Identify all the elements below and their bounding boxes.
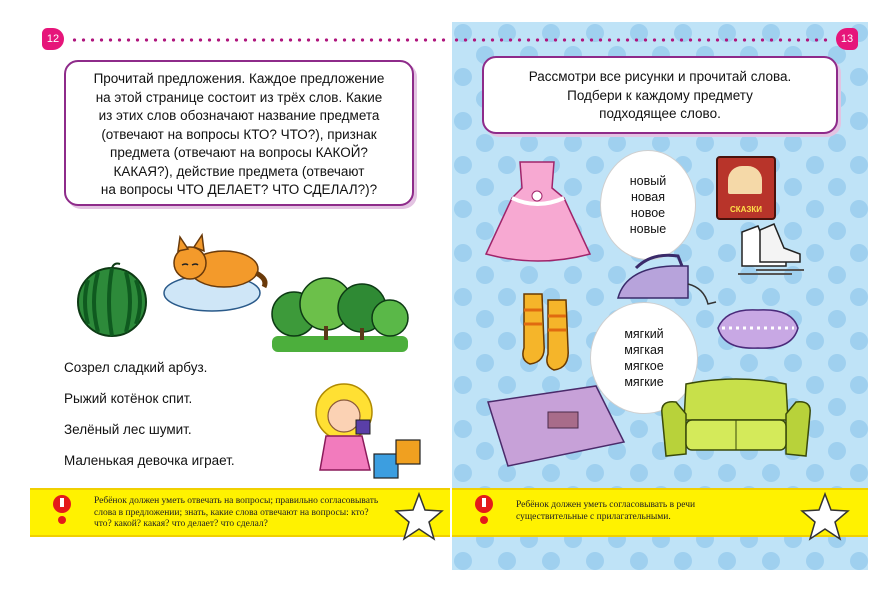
cat-on-pillow-illustration: [160, 227, 272, 319]
dotted-divider: [452, 38, 832, 42]
exclamation-icon: [472, 494, 496, 526]
task-line: из этих слов обозначают название предмета: [98, 108, 380, 123]
parent-note-left: [30, 488, 450, 537]
task-line: Подбери к каждому предмету: [567, 87, 753, 103]
word-option: новое: [630, 206, 666, 220]
task-line: (отвечают на вопросы КТО? ЧТО?), признак: [101, 126, 377, 142]
dotted-divider: [70, 38, 450, 42]
word-option: новые: [629, 222, 667, 236]
sofa-illustration: [656, 374, 816, 470]
note-line: Ребёнок должен уметь отвечать на вопросы; правильно согласовывать: [94, 496, 379, 506]
task-line: предмета (отвечают на вопросы КАКОЙ?: [110, 145, 368, 160]
star-icon: [394, 492, 444, 542]
parent-note-text-right: [516, 500, 695, 523]
socks-illustration: [518, 290, 582, 372]
task-line: Прочитай предложения. Каждое предложение: [93, 71, 385, 86]
task-line: Рассмотри все рисунки и прочитай слова.: [528, 69, 792, 84]
fairy-tale-book-illustration: [716, 156, 776, 220]
ice-skates-illustration: [734, 222, 808, 280]
note-line: слова в предложении; знать, какие слова отвечают на вопросы: кто?: [94, 507, 369, 518]
page-number-left: 12: [42, 28, 64, 50]
word-option: мягкая: [624, 343, 664, 357]
sentence: Маленькая девочка играет.: [64, 453, 235, 468]
task-line: КАКАЯ?), действие предмета (отвечают: [113, 163, 365, 179]
left-page: [30, 22, 450, 570]
watermelon-illustration: [74, 262, 152, 338]
task-box-left: [64, 60, 414, 206]
task-box-right: [482, 56, 838, 134]
note-line: что? какой? какая? что делает? что сделал?: [94, 519, 268, 529]
task-line: на этой странице состоит из трёх слов. Какие: [95, 89, 383, 105]
task-line: на вопросы ЧТО ДЕЛАЕТ? ЧТО СДЕЛАЛ?)?: [100, 182, 378, 197]
forest-illustration: [270, 270, 410, 356]
word-bubble-new: [600, 150, 696, 260]
note-line: существительные с прилагательными.: [516, 511, 671, 522]
task-line: подходящее слово.: [599, 106, 721, 121]
girl-with-blocks-illustration: [300, 378, 430, 490]
right-page: [452, 22, 868, 570]
star-icon: [800, 492, 850, 542]
sentence: Зелёный лес шумит.: [64, 422, 192, 437]
iron-illustration: [612, 248, 722, 310]
exclamation-icon: [50, 494, 74, 526]
parent-note-right: [452, 488, 868, 537]
word-option: мягкое: [624, 359, 664, 373]
note-line: Ребёнок должен уметь согласовывать в речи: [516, 500, 696, 510]
sentence: Рыжий котёнок спит.: [64, 391, 193, 406]
word-option: новый: [629, 174, 667, 188]
word-option: мягкий: [624, 327, 664, 341]
word-option: новая: [630, 190, 666, 204]
page-number-right: 13: [836, 28, 858, 50]
book-title: СКАЗКИ: [729, 205, 763, 214]
blanket-illustration: [478, 382, 628, 470]
small-pillow-illustration: [712, 304, 802, 354]
sentence: Созрел сладкий арбуз.: [64, 360, 208, 375]
word-option: мягкие: [624, 375, 664, 389]
dress-illustration: [482, 158, 592, 268]
parent-note-text-left: [94, 496, 378, 531]
